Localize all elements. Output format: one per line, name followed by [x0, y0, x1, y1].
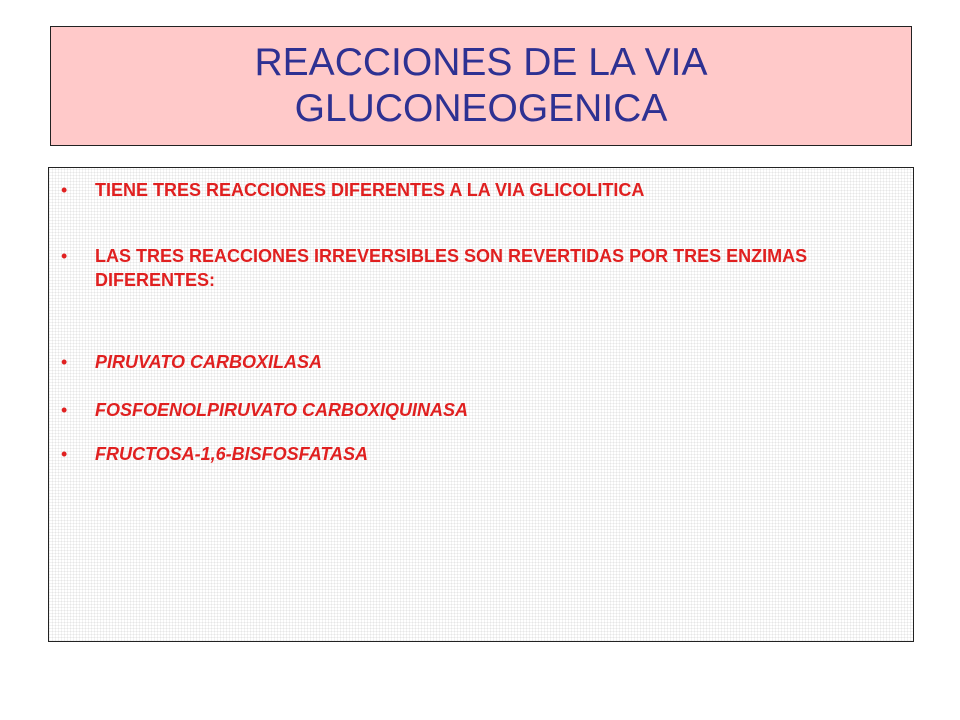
title-line-2: GLUCONEOGENICA	[294, 87, 668, 130]
bullet-text: LAS TRES REACCIONES IRREVERSIBLES SON REVERTIDAS POR TRES ENZIMAS DIFERENTES:	[95, 246, 808, 290]
bullet-text: TIENE TRES REACCIONES DIFERENTES A LA VIA GLICOLITICA	[95, 180, 645, 200]
bullet-marker: •	[61, 180, 68, 200]
bullet-text-enzyme: PIRUVATO CARBOXILASA	[95, 352, 323, 372]
bullet-text-enzyme: FOSFOENOLPIRUVATO CARBOXIQUINASA	[95, 400, 469, 420]
bullet-marker: •	[61, 444, 68, 464]
bullet-marker: •	[61, 246, 68, 266]
bullet-marker: •	[61, 352, 68, 372]
title-box	[50, 26, 912, 146]
content-box	[48, 167, 914, 642]
title-line-1: REACCIONES DE LA VIA	[254, 41, 708, 84]
bullet-marker: •	[61, 400, 68, 420]
bullet-text-enzyme: FRUCTOSA-1,6-BISFOSFATASA	[95, 444, 369, 464]
